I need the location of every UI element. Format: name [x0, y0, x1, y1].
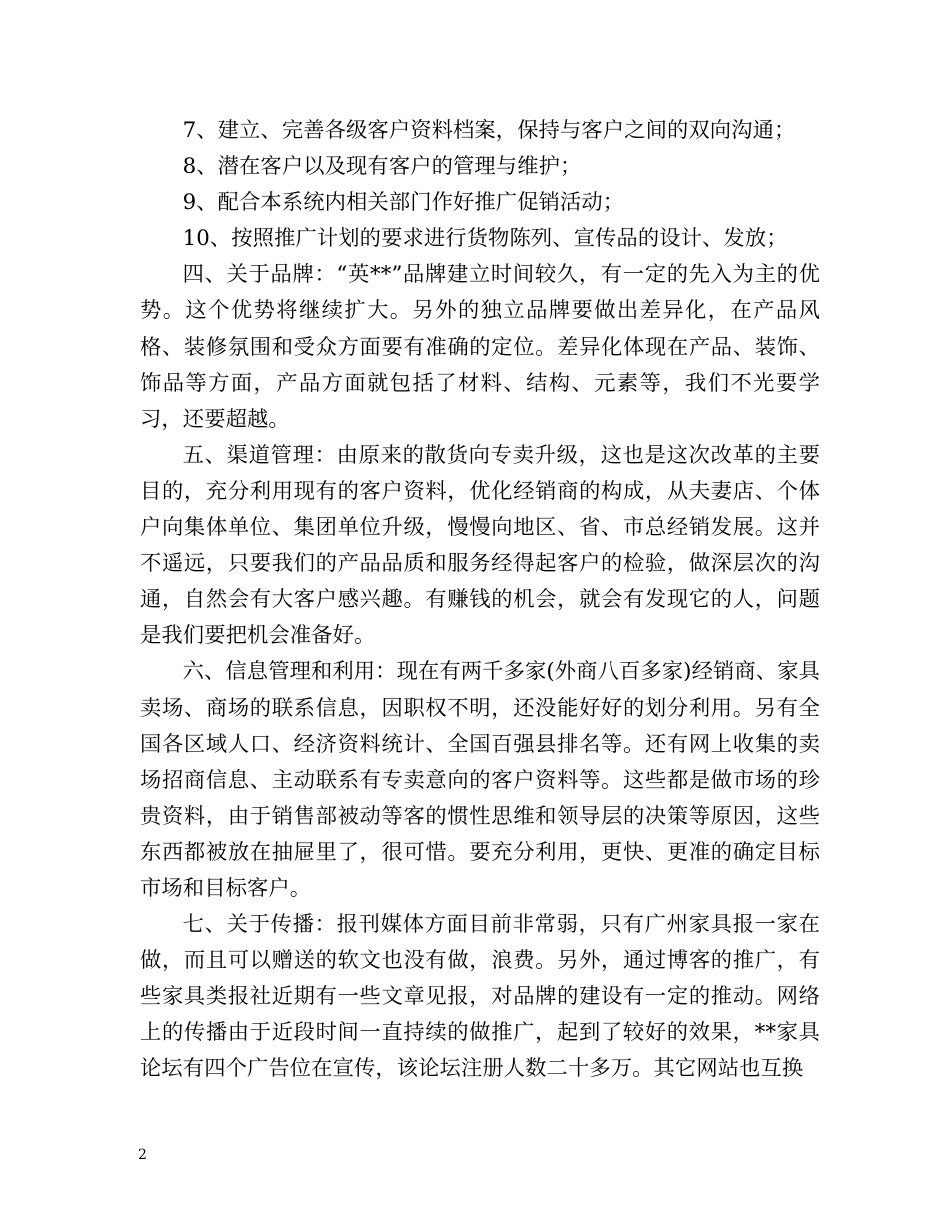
list-item-7: 7、建立、完善各级客户资料档案，保持与客户之间的双向沟通； — [182, 118, 796, 143]
list-item-9: 9、配合本系统内相关部门作好推广促销活动； — [182, 190, 625, 216]
document-body — [140, 113, 820, 1088]
section-channel-management: 五、渠道管理：由原来的散货向专卖升级，这也是这次改革的主要目的，充分利用现有的客户资料，优化经销商的构成，从夫妻店、个体户向集体单位、集团单位升级，慢慢向地区、省、市总经销发展。这并不遥远，只要我们的产品品质和服务经得起客户的检验，做深层次的沟通，自然会有大客户感兴趣。有赚钱的机会，就会有发现它的人，问题是我们要把机会准备好。 — [140, 442, 820, 649]
section-information-management: 六、信息管理和利用：现在有两千多家(外商八百多家)经销商、家具卖场、商场的联系信息，因职权不明，还没能好好的划分利用。另有全国各区域人口、经济资料统计、全国百强县排名等。还有网上收集的卖场招商信息、主动联系有专卖意向的客户资料等。这些都是做市场的珍贵资料，由于销售部被动等客的惯性思维和领导层的决策等原因，这些东西都被放在抽屉里了，很可惜。要充分利用，更快、更准的确定目标市场和目标客户。 — [140, 659, 820, 901]
section-communication: 七、关于传播：报刊媒体方面目前非常弱，只有广州家具报一家在做，而且可以赠送的软文也没有做，浪费。另外，通过博客的推广，有些家具类报社近期有一些文章见报，对品牌的建设有一定的推动。网络上的传播由于近段时间一直持续的做推广，起到了较好的效果，**家具论坛有四个广告位在宣传，该论坛注册人数二十多万。其它网站也互换 — [140, 912, 820, 1082]
list-item-8: 8、潜在客户以及现有客户的管理与维护； — [182, 154, 582, 180]
section-brand: 四、关于品牌：“英**”品牌建立时间较久，有一定的先入为主的优势。这个优势将继续扩大。另外的独立品牌要做出差异化，在产品风格、装修氛围和受众方面要有准确的定位。差异化体现在产品、装饰、饰品等方面，产品方面就包括了材料、结构、元素等，我们不光要学习，还要超越。 — [140, 262, 820, 432]
list-item-10: 10、按照推广计划的要求进行货物陈列、宣传品的设计、发放； — [182, 226, 788, 252]
page-number: 2 — [138, 1147, 147, 1163]
